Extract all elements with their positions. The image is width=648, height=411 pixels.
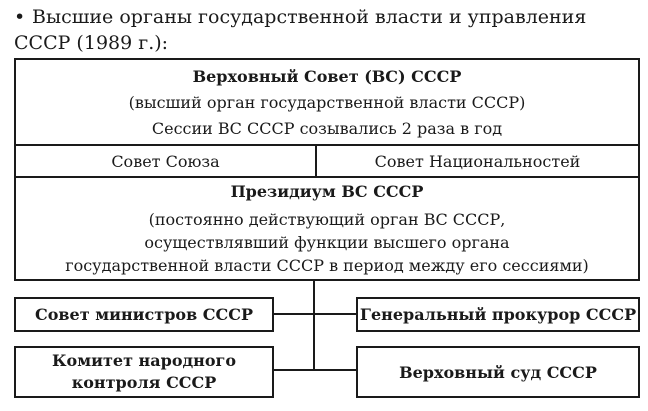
supreme-soviet-sessions: Сессии ВС СССР созывались 2 раза в год [151,119,503,138]
heading [14,4,640,56]
presidium-section [16,178,638,279]
heading-text-1: Высшие органы государственной власти и управления [32,6,587,28]
heading-line-1 [14,4,640,30]
supreme-court-box [356,346,640,398]
bullet-icon: • [14,6,26,28]
prosecutor-general-label: Генеральный прокурор СССР [359,305,637,324]
connector-bottom-branch [274,369,356,371]
people-control-label-2: контроля СССР [71,373,217,392]
people-control-label-1: Комитет народного [51,351,237,370]
presidium-title: Президиум ВС СССР [230,182,424,201]
chamber-nationalities-label: Совет Национальностей [374,151,581,171]
chamber-union [16,146,315,176]
chamber-union-label: Совет Союза [111,151,220,171]
supreme-soviet-title: Верховный Совет (ВС) СССР [192,67,462,86]
heading-line-2: СССР (1989 г.): [14,32,169,54]
presidium-line-1: (постоянно действующий орган ВС СССР, [148,210,506,229]
council-of-ministers-box [14,297,274,332]
connector-trunk [313,281,315,370]
presidium-line-2: осуществлявший функции высшего органа [144,233,510,252]
supreme-court-label: Верховный суд СССР [399,362,597,382]
council-of-ministers-label: Совет министров СССР [35,305,253,324]
prosecutor-general-box [356,297,640,332]
supreme-soviet-block [14,58,640,281]
connector-top-branch [274,313,356,315]
supreme-soviet-section [16,60,638,144]
people-control-box [14,346,274,398]
presidium-line-3: государственной власти СССР в период между его сессиями) [65,256,589,275]
supreme-soviet-subtitle: (высший орган государственной власти СССР) [128,93,526,112]
chamber-nationalities [317,146,638,176]
